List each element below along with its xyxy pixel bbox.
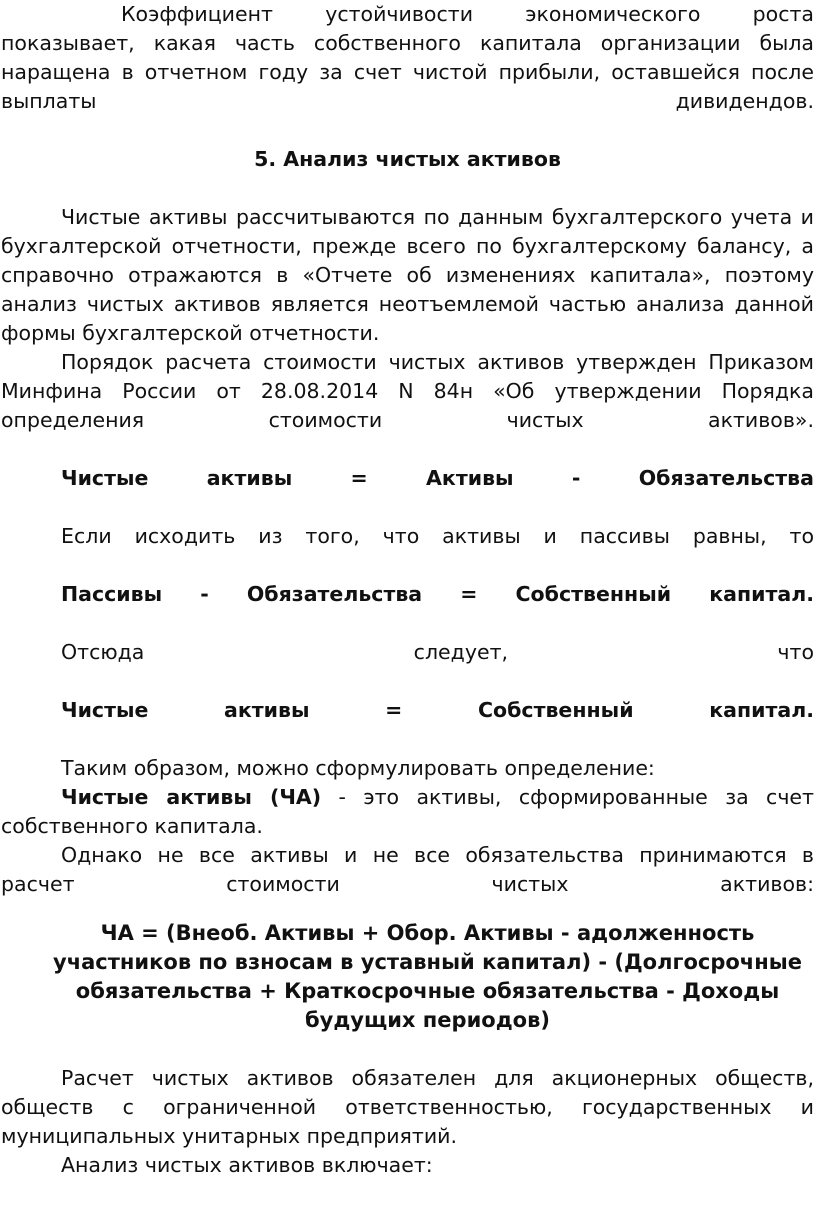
formula-equity: Пассивы - Обязательства = Собственный капитал.	[61, 582, 814, 606]
paragraph-calculation-order: Порядок расчета стоимости чистых активов утвержден Приказом Минфина России от 28.08.2014 N 84н «Об утверждении Порядка определения стоимости чистых активов».	[1, 350, 814, 432]
definition-term: Чистые активы (ЧА)	[61, 785, 322, 809]
paragraph-net-assets-intro: Чистые активы рассчитываются по данным бухгалтерского учета и бухгалтерской отчетности, прежде всего по бухгалтерскому балансу, а справочно отражаются в «Отчете об изменениях капитала», поэтому анализ чистых активов является неотъемлемой частью анализа данной формы бухгалтерской отчетности.	[1, 205, 814, 345]
paragraph-not-all-assets: Однако не все активы и не все обязательства принимаются в расчет стоимости чистых активов:	[1, 843, 814, 896]
paragraph-analysis-includes: Анализ чистых активов включает:	[61, 1153, 433, 1177]
definition-text: - это активы, сформированные за счет собственного капитала.	[1, 785, 814, 838]
paragraph-hence: Отсюда следует, что	[61, 640, 814, 664]
paragraph-mandatory-calculation: Расчет чистых активов обязателен для акционерных обществ, обществ с ограниченной ответственностью, государственных и муниципальных унитарных предприятий.	[1, 1066, 814, 1148]
paragraph-definition	[1, 783, 814, 841]
formula-net-assets-detailed: ЧА = (Внеоб. Активы + Обор. Активы - адолженность участников по взносам в уставный капитал) - (Долгосрочные обязательства + Краткосрочные обязательства - Доходы будущих периодов)	[53, 921, 802, 1032]
section-heading: 5. Анализ чистых активов	[254, 147, 561, 171]
formula-net-assets-equity: Чистые активы = Собственный капитал.	[61, 698, 814, 722]
formula-net-assets: Чистые активы = Активы - Обязательства	[61, 466, 814, 490]
paragraph-assets-equal-liabilities: Если исходить из того, что активы и пассивы равны, то	[61, 524, 814, 548]
paragraph-definition-lead: Таким образом, можно сформулировать определение:	[61, 756, 655, 780]
paragraph-growth-coefficient: Коэффициент устойчивости экономического роста показывает, какая часть собственного капитала организации была наращена в отчетном году за счет чистой прибыли, оставшейся после выплаты дивидендов.	[1, 2, 814, 113]
